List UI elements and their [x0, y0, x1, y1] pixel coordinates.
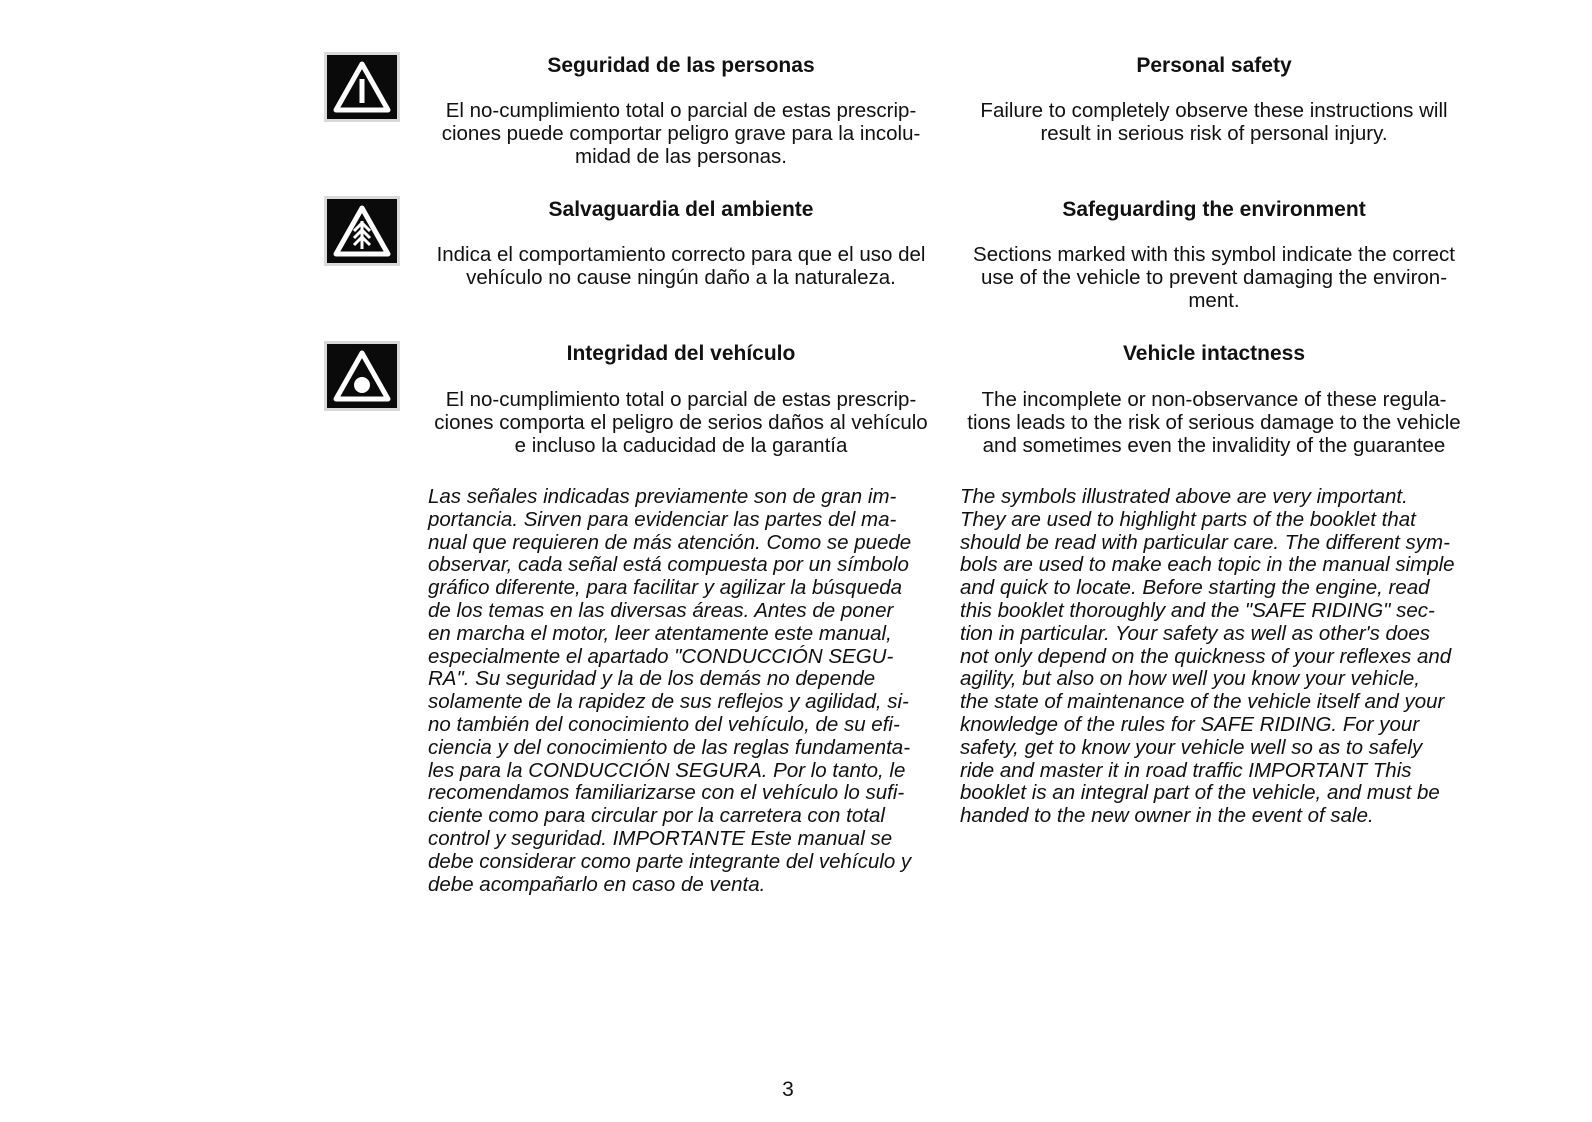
heading-vehicle-es: Integridad del vehículo	[566, 342, 796, 365]
heading-environment-en: Safeguarding the environment	[1062, 198, 1366, 221]
notes-en: The symbols illustrated above are very important. They are used to highlight parts of the booklet that should be read with particular care. The different sym- bols are used to make each topic in the manual simple and quick to locate. Before starting the engine, read this booklet thoroughly and the "SAFE RIDING" sec- tion in particular. Your safety as well as other's does not only depend on the quickness of your reflexes and agility, but also on how well you know your vehicle, the state of maintenance of the vehicle itself and your knowledge of the rules for SAFE RIDING. For your safety, get to know your vehicle well so as to safely ride and master it in road traffic IMPORTANT This booklet is an integral part of the vehicle, and must be handed to the new owner in the event of sale.	[960, 485, 1455, 828]
notes-es: Las señales indicadas previamente son de gran im- portancia. Sirven para evidenciar las partes del ma- nual que requieren de más atención. Como se puede observar, cada señal está compuesta por un símbolo gráfico diferente, para facilitar y agilizar la búsqueda de los temas en las diversas áreas. Antes de poner en marcha el motor, leer atentamente este manual, especialmente el apartado "CONDUCCIÓN SEGU- RA". Su seguridad y la de los demás no depende solamente de la rapidez de sus reflejos y agilidad, si- no también del conocimiento del vehículo, de su efi- ciencia y del conocimiento de las reglas fundamenta- les para la CONDUCCIÓN SEGURA. Por lo tanto, le recomendamos familiarizarse con el vehículo lo sufi- ciente como para circular por la carretera con total control y seguridad. IMPORTANTE Este manual se debe considerar como parte integrante del vehículo y debe acompañarlo en caso de venta.	[428, 485, 912, 896]
page-number: 3	[782, 1078, 794, 1101]
text-environment-en: Sections marked with this symbol indicate the correct use of the vehicle to prevent damaging the environ- ment.	[973, 243, 1455, 312]
text-personal-safety-es: El no-cumplimiento total o parcial de estas prescrip- ciones puede comportar peligro grave para la incolu- midad de las personas.	[441, 99, 921, 168]
environment-tree-icon	[324, 196, 400, 266]
heading-personal-safety-en: Personal safety	[1136, 54, 1292, 77]
heading-personal-safety-es: Seguridad de las personas	[547, 54, 815, 77]
text-personal-safety-en: Failure to completely observe these instructions will result in serious risk of personal injury.	[980, 99, 1448, 145]
heading-vehicle-en: Vehicle intactness	[1122, 342, 1306, 365]
text-vehicle-en: The incomplete or non-observance of these regula- tions leads to the risk of serious damage to the vehicle and sometimes even the invalidity of the guarantee	[967, 388, 1461, 457]
heading-environment-es: Salvaguardia del ambiente	[548, 198, 814, 221]
warning-exclamation-icon	[324, 52, 400, 122]
text-vehicle-es: El no-cumplimiento total o parcial de estas prescrip- ciones comporta el peligro de serios daños al vehículo e incluso la caducidad de la garantía	[434, 388, 928, 457]
text-environment-es: Indica el comportamiento correcto para que el uso del vehículo no cause ningún daño a la naturaleza.	[436, 243, 926, 289]
vehicle-integrity-icon	[324, 341, 400, 411]
